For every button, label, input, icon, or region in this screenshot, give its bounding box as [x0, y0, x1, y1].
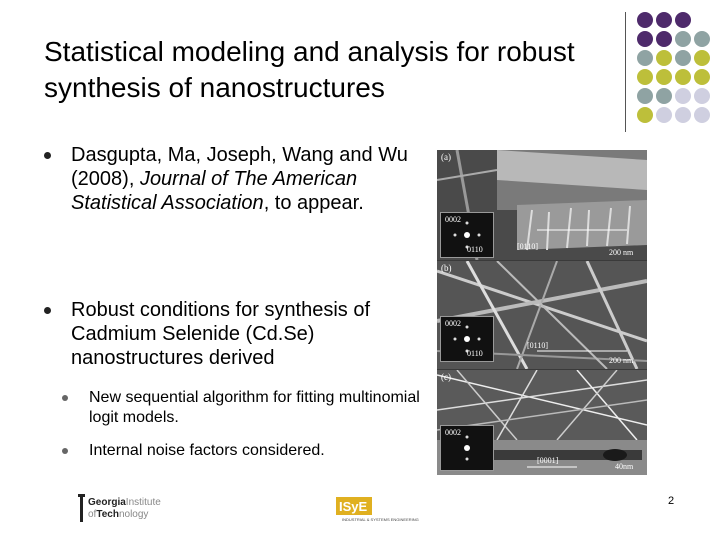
scale-bar-label: 200 nm: [609, 356, 634, 365]
decorative-dot: [694, 69, 710, 85]
decorative-dot: [675, 50, 691, 66]
diffraction-inset: [440, 316, 494, 362]
svg-text:GeorgiaInstitute: GeorgiaInstitute: [88, 497, 161, 508]
bullet-item: [44, 298, 424, 370]
bullet-text: Robust conditions for synthesis of Cadmium Selenide (Cd.Se) nanostructures derived: [71, 299, 371, 369]
sub-bullet-marker: [62, 395, 68, 401]
decorative-dot: [637, 50, 653, 66]
diffraction-inset: [440, 425, 494, 471]
bullet-marker: [44, 307, 51, 314]
decorative-dot: [656, 12, 672, 28]
decorative-dot: [637, 107, 653, 123]
georgia-tech-logo: [78, 492, 188, 524]
decorative-dot: [675, 31, 691, 47]
title-divider: [625, 12, 626, 132]
panel-label: (c): [441, 372, 451, 382]
sub-bullet-item: [62, 388, 442, 428]
sub-bullet-text: New sequential algorithm for fitting multinomial logit models.: [89, 389, 420, 426]
decorative-dot: [637, 31, 653, 47]
decorative-dot: [675, 107, 691, 123]
isye-logo: [336, 497, 426, 523]
growth-direction: [0110]: [527, 341, 549, 350]
svg-text:INDUSTRIAL & SYSTEMS ENGINEERI: INDUSTRIAL & SYSTEMS ENGINEERING: [342, 517, 419, 522]
figure-panel-b: [437, 261, 647, 369]
inset-label: 0110: [467, 349, 483, 358]
decorative-dot: [694, 88, 710, 104]
citation-status: , to appear.: [263, 192, 364, 214]
decorative-dot: [656, 107, 672, 123]
scale-bar-label: 200 nm: [609, 248, 634, 257]
decorative-dot: [637, 12, 653, 28]
sub-bullet-text: Internal noise factors considered.: [89, 442, 325, 459]
svg-text:ofTechnology: ofTechnology: [88, 509, 149, 520]
decorative-dot: [694, 50, 710, 66]
inset-label: 0002: [445, 428, 461, 437]
decorative-dot: [637, 88, 653, 104]
figure-panel-c: [437, 370, 647, 475]
bullet-text: [71, 143, 424, 215]
decorative-dot: [656, 88, 672, 104]
decorative-dot: [675, 12, 691, 28]
figure-panel-a: [437, 150, 647, 260]
sub-bullet-marker: [62, 448, 68, 454]
decorative-dot: [637, 69, 653, 85]
inset-label: 0002: [445, 319, 461, 328]
bullet-marker: [44, 152, 51, 159]
page-number: 2: [668, 495, 675, 507]
scale-bar-label: 40nm: [615, 462, 634, 471]
panel-label: (b): [441, 263, 452, 273]
decorative-dot: [656, 69, 672, 85]
decorative-dot: [656, 50, 672, 66]
panel-label: (a): [441, 152, 451, 162]
growth-direction: [0001]: [537, 456, 559, 465]
inset-label: 0002: [445, 215, 461, 224]
decorative-dot: [656, 31, 672, 47]
decorative-dot: [694, 107, 710, 123]
growth-direction: [0110]: [517, 242, 539, 251]
decorative-dot: [675, 88, 691, 104]
inset-label: 0110: [467, 245, 483, 254]
diffraction-inset: [440, 212, 494, 258]
decorative-dot: [675, 69, 691, 85]
citation-journal: Journal of The American Statistical Association: [71, 168, 358, 214]
nanostructure-micrograph: [437, 150, 647, 475]
svg-text:ISyE: ISyE: [339, 499, 368, 514]
bullet-item: [44, 143, 424, 215]
sub-bullet-item: [62, 441, 442, 461]
slide-title: Statistical modeling and analysis for robust synthesis of nanostructures: [44, 36, 575, 103]
citation-authors: Dasgupta, Ma, Joseph, Wang and Wu (2008),: [71, 144, 408, 190]
decorative-dot: [694, 31, 710, 47]
